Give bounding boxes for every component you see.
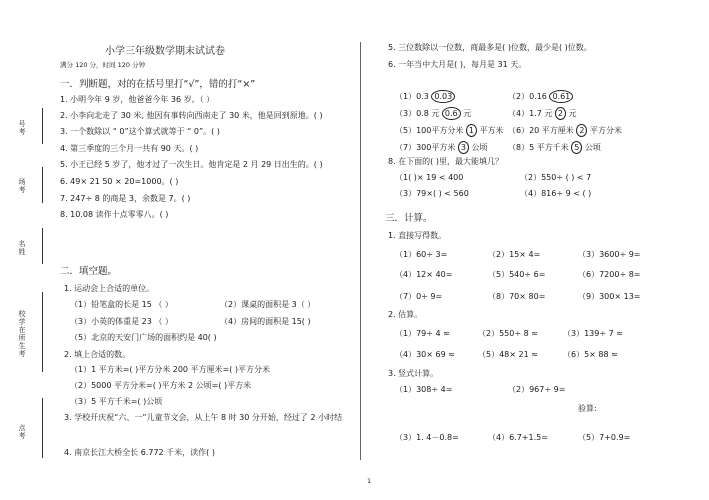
fill-item: （4）房间的面积是 15( ) <box>220 317 311 326</box>
binding-line <box>42 398 43 458</box>
compare-circle: 0.03 <box>431 90 455 103</box>
judge-item: 5. 小王已经 5 岁了，他才过了一次生日。他肯定是 2 月 29 日出生的。( ) <box>60 160 323 169</box>
fill-item: （4）816÷ 9 < ( ) <box>520 189 592 198</box>
fill-item: （3）小英的体重是 23 （ ） <box>70 317 173 326</box>
fill-item: （1( )× 19 < 400 <box>395 173 464 182</box>
fill-question: 2. 填上合适的数。 <box>64 350 131 359</box>
estimate-item: （5）48× 21 ≈ <box>478 350 538 359</box>
section-2-heading: 二．填空题。 <box>60 266 118 277</box>
calc-question: 1. 直接写得数。 <box>388 231 447 240</box>
judge-item: 2. 小李向北走了 30 米, 他因有事转向西南走了 30 米，他是回到原地。( ) <box>60 111 323 120</box>
compare-circle: 0.61 <box>549 90 573 103</box>
compare-circle: 0.6 <box>442 107 461 120</box>
fill-item: （5）北京的天安门广场的面积约是 40( ) <box>70 333 217 342</box>
estimate-item: （2）550÷ 8 ≈ <box>478 329 538 338</box>
fill-item: （1）铅笔盒的长是 15 （ ） <box>70 300 173 309</box>
calc-item: （4）12× 40= <box>395 270 453 279</box>
section-1-heading: 一．判断题，对的在括号里打“√”，错的打“×” <box>60 79 256 90</box>
vertical-calc-item: （1）308÷ 4= <box>395 385 453 394</box>
vertical-calc-item: （4）6.7+1.5= <box>488 433 548 442</box>
judge-item: 4. 第三季度的三个月一共有 90 天。( ) <box>60 144 199 153</box>
estimate-item: （3）139÷ 7 ≈ <box>563 329 623 338</box>
compare-item: （7）300平方米 3 公顷 <box>395 143 488 152</box>
page-title: 小学三年级数学期末试试卷 <box>105 46 225 57</box>
binding-line <box>42 167 43 203</box>
side-label-exam-site: 点考 <box>18 424 26 440</box>
compare-item: （8）5 平方千米 5 公顷 <box>508 143 601 152</box>
fill-item: （3）79×( ) < 560 <box>395 189 469 198</box>
exam-meta: 满分 120 分，时间 120 分钟 <box>60 61 146 69</box>
fill-item: （1）1 平方米=( )平方分米 200 平方厘米=( )平方分米 <box>70 365 271 374</box>
side-label-exam-room: 场考 <box>18 178 26 194</box>
compare-item: （5）100平方分米 1 平方米 <box>395 126 504 135</box>
calc-item: （1）60÷ 3= <box>395 250 448 259</box>
column-divider <box>360 42 361 460</box>
compare-item: （6）20 平方厘米 2 平方分米 <box>508 126 622 135</box>
vertical-calc-item: （5）7+0.9= <box>578 433 631 442</box>
calc-item: （2）15× 4= <box>488 250 541 259</box>
fill-question: 8. 在下面的( )里，最大能填几？ <box>388 157 503 166</box>
compare-item: （4）1.7 元 2 元 <box>508 109 577 118</box>
calc-question: 2. 估算。 <box>388 310 423 319</box>
compare-item: （2）0.16 0.61 <box>508 90 573 103</box>
calc-item: （3）3600÷ 9= <box>578 250 641 259</box>
calc-question: 3. 竖式计算。 <box>388 369 439 378</box>
calc-item: （7）0÷ 9= <box>395 292 443 301</box>
judge-item: 1. 小明今年 9 岁，他爸爸今年 36 岁。（ ） <box>60 95 215 104</box>
calc-item: （6）7200÷ 8= <box>578 270 641 279</box>
judge-item: 6. 49× 21 50 × 20=1000。( ) <box>60 177 179 186</box>
fill-question: 4. 南京长江大桥全长 6.772 千米，读作( ) <box>64 448 215 457</box>
vertical-calc-item: （2）967÷ 9= <box>508 385 566 394</box>
compare-circle: 2 <box>576 124 587 137</box>
fill-item: （2）5000 平方分米=( )平方米 2 公顷=( )平方米 <box>70 381 252 390</box>
fill-item: （2）550÷ ( ) < 7 <box>520 173 592 182</box>
judge-item: 7. 247÷ 8 的商是 3，余数是 7。( ) <box>60 194 191 203</box>
section-3-heading: 三．计算。 <box>385 213 433 224</box>
compare-circle: 1 <box>466 124 477 137</box>
calc-item: （5）540÷ 6= <box>488 270 546 279</box>
vertical-calc-item: （3）1. 4－0.8= <box>395 433 459 442</box>
fill-item: （2）课桌的面积是 3（ ） <box>220 300 316 309</box>
estimate-item: （4）30× 69 ≈ <box>395 350 455 359</box>
fill-question: 6. 一年当中大月是( )，每月是 31 天。 <box>388 60 527 69</box>
calc-item: （8）70× 80= <box>488 292 546 301</box>
estimate-item: （6）5× 88 ≈ <box>563 350 618 359</box>
binding-line <box>42 228 43 264</box>
estimate-item: （1）79÷ 4 ≈ <box>395 329 450 338</box>
fill-question: 5. 三位数除以一位数，商最多是( )位数，最少是( )位数。 <box>388 43 592 52</box>
compare-item: （1）0.3 0.03 <box>395 90 455 103</box>
side-label-school: 校学在所生考 <box>18 310 26 358</box>
compare-circle: 5 <box>571 141 582 154</box>
page-number: 1 <box>367 477 372 485</box>
compare-circle: 3 <box>458 141 469 154</box>
side-label-exam-number: 号考 <box>18 120 26 136</box>
side-label-name: 名姓 <box>18 240 26 256</box>
binding-line <box>42 108 43 144</box>
compare-circle: 2 <box>555 107 566 120</box>
fill-question: 1. 运动会上合适的单位。 <box>64 284 155 293</box>
compare-item: （3）0.8 元 0.6 元 <box>395 109 472 118</box>
fill-question: 3. 学校开庆祝“六、一”儿童节文会，从上午 8 时 30 分开始，经过了 2 小时结 <box>64 413 343 422</box>
binding-line <box>42 292 43 372</box>
judge-item: 8. 10.08 读作十点零零八。( ) <box>60 210 169 219</box>
judge-item: 3. 一个数除以 “ 0”这个算式就等于 “ 0”。( ) <box>60 127 220 136</box>
check-label: 验算: <box>578 404 597 413</box>
calc-item: （9）300× 13= <box>578 292 641 301</box>
fill-item: （3）5 平方千米=( )公顷 <box>70 397 163 406</box>
